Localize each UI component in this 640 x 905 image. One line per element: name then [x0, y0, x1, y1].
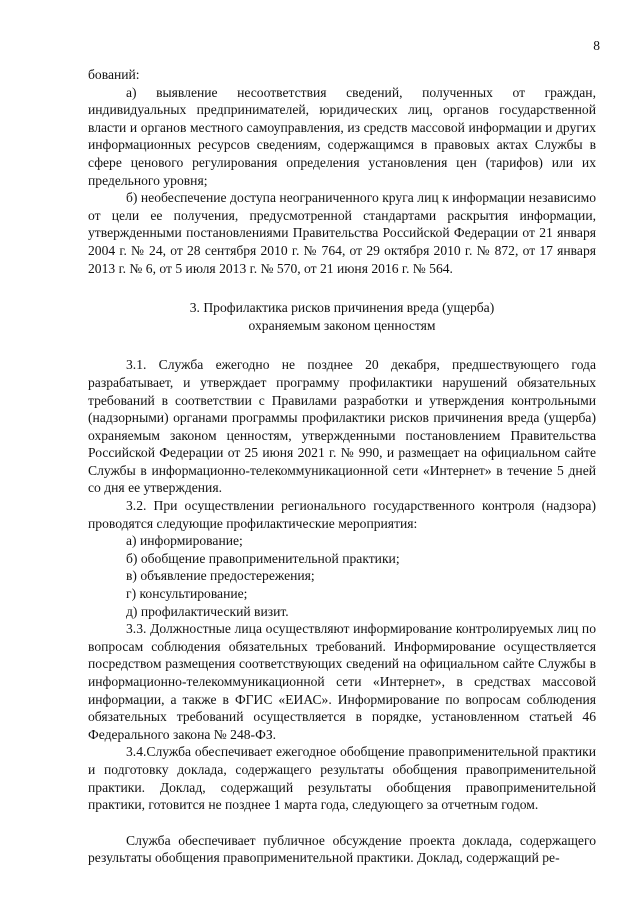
list-item: в) объявление предостережения;	[126, 568, 315, 584]
list-item: г) консультирование;	[126, 586, 248, 602]
paragraph-3-2: 3.2. При осуществлении регионального государственного контроля (надзора) проводятся следующие профилактические мероприятия:	[88, 498, 596, 531]
list-item: а) информирование;	[126, 533, 243, 549]
section-heading	[88, 299, 596, 334]
paragraph-item-a: а) выявление несоответствия сведений, полученных от граждан, индивидуальных предпринимателей, юридических лиц, органов государственной власти и органов местного самоуправления, из средств массовой информации и других информационных ресурсов сведениям, содержащимся в правовых актах Службы в сфере ценового регулирования определения установления цен (тарифов) или их предельного уровня;	[88, 84, 596, 188]
section-heading-line1: 3. Профилактика рисков причинения вреда (ущерба)	[189, 300, 495, 316]
paragraph-3-3: 3.3. Должностные лица осуществляют информирование контролируемых лиц по вопросам соблюдения обязательных требований. Информирование осуществляется посредством размещения соответствующих сведений на официальном сайте Службы в информационно-телекоммуникационной сети «Интернет», в средствах массовой информации, а также в ФГИС «ЕИАС». Информирование по вопросам соблюдения обязательных требований осуществляется в порядке, установленном статьей 46 Федерального закона № 248-ФЗ.	[88, 621, 596, 742]
paragraph-continuation: бований:	[88, 67, 140, 82]
section-heading-line2: охраняемым законом ценностям	[248, 317, 436, 333]
page-number: 8	[593, 38, 600, 53]
page-content	[88, 66, 596, 867]
paragraph-item-b: б) необеспечение доступа неограниченного круга лиц к информации независимо от цели ее получения, предусмотренной стандартами раскрытия информации, утвержденными постановлениями Правительства Российской Федерации от 21 января 2004 г. № 24, от 28 сентября 2010 г. № 764, от 29 октября 2010 г. № 872, от 17 января 2013 г. № 6, от 5 июля 2013 г. № 570, от 21 июня 2016 г. № 564.	[88, 190, 596, 276]
paragraph-3-4: 3.4.Служба обеспечивает ежегодное обобщение правоприменительной практики и подготовку доклада, содержащего результаты обобщения правоприменительной практики. Доклад, содержащий результаты обобщения правоприменительной практики, готовится не позднее 1 марта года, следующего за отчетным годом.	[88, 744, 596, 813]
paragraph-3-5: Служба обеспечивает публичное обсуждение проекта доклада, содержащего результаты обобщения правоприменительной практики. Доклад, содержащий ре-	[88, 832, 596, 866]
paragraph-3-1: 3.1. Служба ежегодно не позднее 20 декабря, предшествующего года разрабатывает, и утверждает программу профилактики нарушений обязательных требований в соответствии с Правилами разработки и утверждения контрольными (надзорными) органами программы профилактики рисков причинения вреда (ущерба) охраняемым законом ценностям, утвержденными постановлением Правительства Российской Федерации от 25 июня 2021 г. № 990, и размещает на официальном сайте Службы в информационно-телекоммуникационной сети «Интернет» в течение 5 дней со дня ее утверждения.	[88, 357, 596, 496]
list-item: д) профилактический визит.	[126, 603, 289, 619]
list-item: б) обобщение правоприменительной практики;	[126, 550, 400, 566]
